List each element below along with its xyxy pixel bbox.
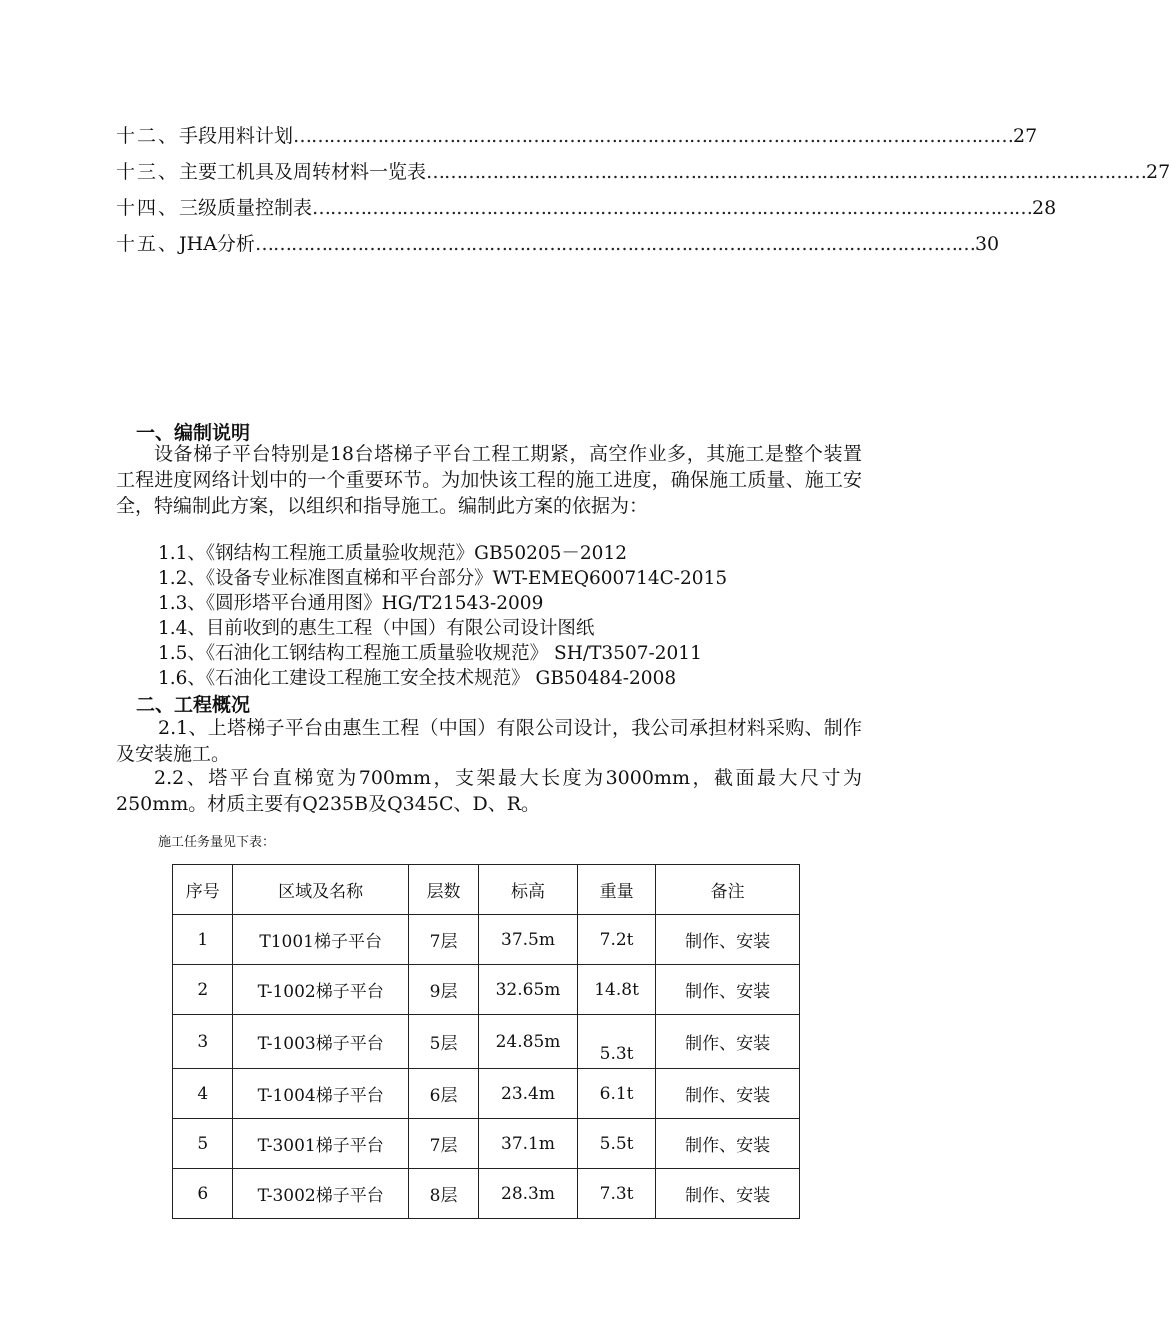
table-cell: 5 (173, 1119, 233, 1169)
reference-item: 1.4、目前收到的惠生工程（中国）有限公司设计图纸 (158, 618, 595, 639)
table-cell: T1001梯子平台 (233, 915, 408, 965)
table-cell: 37.5m (479, 915, 578, 965)
toc-number: 十三、 (116, 161, 180, 183)
toc-page: 27 (1146, 161, 1170, 183)
table-cell: 2 (173, 965, 233, 1015)
table-cell: 9层 (408, 965, 478, 1015)
table-cell: 制作、安装 (656, 965, 800, 1015)
table-cell: 32.65m (479, 965, 578, 1015)
table-cell: T-1002梯子平台 (233, 965, 408, 1015)
table-cell: 制作、安装 (656, 1069, 800, 1119)
table-cell: 7.3t (577, 1169, 656, 1219)
toc-title: JHA分析 (179, 233, 255, 255)
table-cell: 8层 (408, 1169, 478, 1219)
table-cell: 7.2t (577, 915, 656, 965)
section-2-paragraph-2: 2.2、塔平台直梯宽为700mm，支架最大长度为3000mm，截面最大尺寸为250mm。材质主要有Q235B及Q345C、D、R。 (116, 767, 862, 815)
table-row (173, 915, 800, 965)
table-cell: 4 (173, 1069, 233, 1119)
table-cell: T-1004梯子平台 (233, 1069, 408, 1119)
table-cell: 3 (173, 1015, 233, 1069)
table-cell: 37.1m (479, 1119, 578, 1169)
table-cell: 6层 (408, 1069, 478, 1119)
toc-leader: ………………………………………………………………………………………………………… (426, 161, 1147, 183)
toc-number: 十二、 (116, 125, 180, 147)
header-cell: 层数 (408, 865, 478, 915)
table-cell: 制作、安装 (656, 1169, 800, 1219)
reference-item: 1.6、《石油化工建设工程施工安全技术规范》 GB50484-2008 (158, 668, 677, 689)
header-cell: 重量 (577, 865, 656, 915)
header-cell: 序号 (173, 865, 233, 915)
table-cell: T-3001梯子平台 (233, 1119, 408, 1169)
toc-title: 三级质量控制表 (179, 197, 313, 219)
table-row (173, 1119, 800, 1169)
section-2-heading: 二、工程概况 (136, 694, 251, 716)
table-cell: 制作、安装 (656, 1015, 800, 1069)
table-cell: 7层 (408, 1119, 478, 1169)
toc-title: 主要工机具及周转材料一览表 (179, 161, 427, 183)
toc-entry[interactable] (116, 229, 1000, 265)
table-of-contents (116, 121, 1170, 265)
table-cell: 制作、安装 (656, 1119, 800, 1169)
table-cell: 制作、安装 (656, 915, 800, 965)
table-row (173, 1169, 800, 1219)
table-cell: 24.85m (479, 1015, 578, 1069)
toc-page: 27 (1013, 125, 1038, 147)
header-cell: 区域及名称 (233, 865, 408, 915)
table-cell: 7层 (408, 915, 478, 965)
table-cell: T-1003梯子平台 (233, 1015, 408, 1069)
table-cell: 5.5t (577, 1119, 656, 1169)
table-caption: 施工任务量见下表： (158, 835, 276, 850)
section-1-heading: 一、编制说明 (136, 422, 251, 444)
reference-item: 1.3、《圆形塔平台通用图》HG/T21543-2009 (158, 593, 544, 614)
table-cell: 5层 (408, 1015, 478, 1069)
toc-number: 十五、 (116, 233, 180, 255)
table-cell: 14.8t (577, 965, 656, 1015)
table-row (173, 1015, 800, 1069)
toc-entry[interactable] (116, 157, 1170, 193)
toc-leader: ………………………………………………………………………………………………………… (312, 197, 1033, 219)
table-row (173, 965, 800, 1015)
toc-page: 28 (1032, 197, 1057, 219)
reference-item: 1.1、《钢结构工程施工质量验收规范》GB50205－2012 (158, 543, 627, 564)
section-1-paragraph: 设备梯子平台特别是18台塔梯子平台工程工期紧，高空作业多，其施工是整个装置工程进度网络计划中的一个重要环节。为加快该工程的施工进度，确保施工质量、施工安全，特编制此方案，以组织和指导施工。编制此方案的依据为： (116, 443, 862, 517)
task-table (172, 864, 800, 1219)
table-cell: 5.3t (577, 1015, 656, 1069)
table-cell: 23.4m (479, 1069, 578, 1119)
toc-leader: ………………………………………………………………………………………………………… (254, 233, 975, 255)
toc-title: 手段用料计划 (179, 125, 294, 147)
table-header-row (173, 865, 800, 915)
table-cell: T-3002梯子平台 (233, 1169, 408, 1219)
table-cell: 1 (173, 915, 233, 965)
toc-entry[interactable] (116, 121, 1038, 157)
reference-item: 1.5、《石油化工钢结构工程施工质量验收规范》 SH/T3507-2011 (158, 643, 702, 664)
toc-entry[interactable] (116, 193, 1057, 229)
section-2-paragraph-1: 2.1、上塔梯子平台由惠生工程（中国）有限公司设计，我公司承担材料采购、制作及安装施工。 (116, 717, 862, 765)
table-cell: 28.3m (479, 1169, 578, 1219)
reference-item: 1.2、《设备专业标准图直梯和平台部分》WT-EMEQ600714C-2015 (158, 568, 728, 589)
toc-number: 十四、 (116, 197, 180, 219)
table-cell: 6.1t (577, 1069, 656, 1119)
table-row (173, 1069, 800, 1119)
table-cell: 6 (173, 1169, 233, 1219)
header-cell: 标高 (479, 865, 578, 915)
toc-leader: ………………………………………………………………………………………………………… (293, 125, 1014, 147)
toc-page: 30 (974, 233, 1000, 255)
header-cell: 备注 (656, 865, 800, 915)
